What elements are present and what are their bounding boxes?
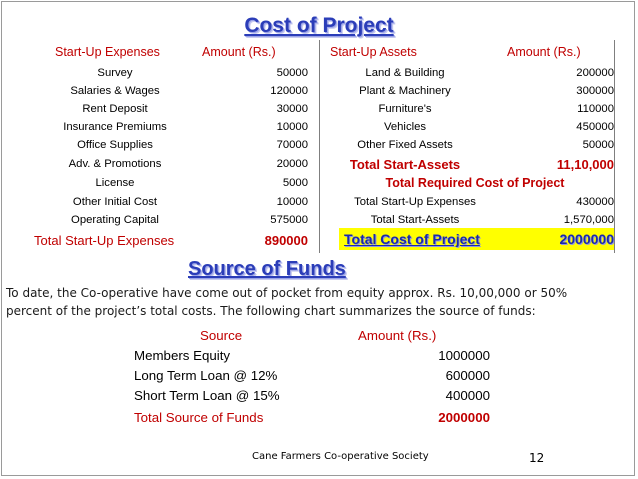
required-cost-row-amount: 1,570,000 [563, 214, 614, 226]
expense-row-amount: 10000 [276, 121, 308, 133]
funds-total-amount: 2000000 [438, 410, 490, 425]
startup-assets-amount-header: Amount (Rs.) [507, 45, 581, 59]
funds-row-label: Members Equity [134, 348, 231, 363]
funds-row-amount: 400000 [445, 388, 490, 403]
funds-row-label: Long Term Loan @ 12% [134, 368, 278, 383]
total-startup-expenses-amount: 890000 [264, 233, 308, 248]
expense-row-amount: 50000 [276, 67, 308, 79]
table-divider [319, 40, 320, 253]
asset-row-amount: 450000 [576, 121, 614, 133]
table-right-border [614, 40, 615, 253]
expense-row-amount: 20000 [276, 158, 308, 170]
funds-total-label: Total Source of Funds [134, 410, 264, 425]
expense-row-label: Office Supplies [77, 139, 153, 151]
expense-row-amount: 10000 [276, 196, 308, 208]
asset-row-amount: 300000 [576, 85, 614, 97]
page-number: 12 [529, 451, 545, 465]
total-start-assets-amount: 11,10,000 [556, 157, 614, 172]
expense-row-label: Operating Capital [71, 214, 159, 226]
expense-row-amount: 120000 [270, 85, 308, 97]
footer-org: Cane Farmers Co-operative Society [252, 451, 429, 462]
expense-row-amount: 575000 [270, 214, 308, 226]
asset-row-label: Vehicles [383, 121, 427, 133]
funds-row-label: Short Term Loan @ 15% [134, 388, 280, 403]
expense-row-label: Salaries & Wages [70, 85, 160, 97]
expense-row-label: Insurance Premiums [63, 121, 167, 133]
expense-row-label: License [95, 177, 135, 189]
funds-row-amount: 1000000 [438, 348, 490, 363]
asset-row-label: Land & Building [365, 67, 445, 79]
expense-row-amount: 30000 [276, 103, 308, 115]
required-cost-row-label: Total Start-Assets [370, 214, 460, 226]
required-cost-row-label: Total Start-Up Expenses [354, 196, 476, 208]
funds-amount-header: Amount (Rs.) [358, 328, 437, 343]
total-start-assets-label: Total Start-Assets [349, 157, 461, 172]
expense-row-amount: 70000 [276, 139, 308, 151]
expense-row-label: Rent Deposit [82, 103, 148, 115]
total-cost-amount: 2000000 [559, 231, 614, 247]
funds-paragraph: To date, the Co-operative have come out of pocket from equity approx. Rs. 10,00,000 or 50% percent of the project’s total costs. The following chart summarizes the source of funds: [6, 286, 568, 318]
startup-expenses-amount-header: Amount (Rs.) [202, 45, 276, 59]
required-cost-row-amount: 430000 [576, 196, 614, 208]
asset-row-amount: 110000 [577, 103, 614, 115]
asset-row-label: Other Fixed Assets [357, 139, 453, 151]
funds-row-amount: 600000 [445, 368, 490, 383]
expense-row-amount: 5000 [282, 177, 308, 189]
funds-title: Source of Funds [188, 258, 346, 280]
startup-assets-header: Start-Up Assets [330, 45, 417, 59]
total-startup-expenses-label: Total Start-Up Expenses [34, 233, 175, 248]
required-cost-heading: Total Required Cost of Project [385, 176, 565, 190]
asset-row-amount: 200000 [576, 67, 614, 79]
page-title: Cost of Project [244, 14, 394, 37]
expense-row-label: Other Initial Cost [72, 196, 158, 208]
asset-row-label: Furniture's [378, 103, 432, 115]
expense-row-label: Survey [97, 67, 133, 79]
startup-expenses-header: Start-Up Expenses [55, 45, 160, 59]
asset-row-label: Plant & Machinery [359, 85, 451, 97]
asset-row-amount: 50000 [582, 139, 614, 151]
expense-row-label: Adv. & Promotions [68, 158, 162, 170]
total-cost-label: Total Cost of Project [344, 231, 480, 247]
funds-source-header: Source [200, 328, 243, 343]
